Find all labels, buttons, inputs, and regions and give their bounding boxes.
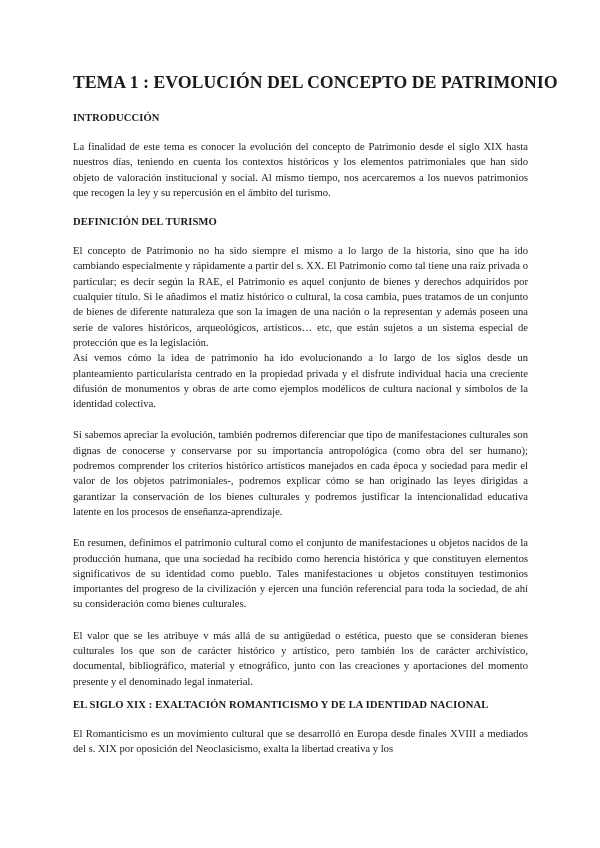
definition-paragraph-2: Así vemos cómo la idea de patrimonio ha ido evolucionando a lo largo de los siglos desde un planteamiento particularista centrado en la propiedad privada y el disfrute individual hacia una creciente difusión de monumentos y obras de arte como ejemplos modélicos de cultura nacional y símbolos de la identidad colectiva. [73, 353, 528, 411]
intro-heading: INTRODUCCIÓN [73, 113, 160, 124]
definition-heading: DEFINICIÓN DEL TURISMO [73, 217, 217, 229]
definition-paragraph-3: Si sabemos apreciar la evolución, también podremos diferenciar que tipo de manifestaciones culturales son dignas de conocerse y conservarse por su importancia antropológica (como obra del ser humano); podremos comprender los criterios histórico artísticos manejados en cada época y sociedad para medir el valor de los objetos patrimoniales-, podremos explicar cómo se han originado las leyes dirigidas a garantizar la conservación de los bienes culturales y podremos justificar la intencionalidad educativa latente en los procesos de enseñanza-aprendizaje. [73, 430, 528, 518]
page-title: TEMA 1 : EVOLUCIÓN DEL CONCEPTO DE PATRIMONIO [73, 72, 558, 92]
intro-paragraph: La finalidad de este tema es conocer la evolución del concepto de Patrimonio desde el siglo XIX hasta nuestros días, teniendo en cuenta los contextos históricos y los elementos patrimoniales que han sido objeto de valoración institucional y social. Al mismo tiempo, nos acercaremos a los nuevos patrimonios que recogen la ley y su repercusión en el ámbito del turismo. [73, 142, 528, 199]
document-page [73, 72, 558, 774]
definition-paragraph-4: En resumen, definimos el patrimonio cultural como el conjunto de manifestaciones u objetos nacidos de la producción humana, que una sociedad ha recibido como herencia histórica y que constituyen elementos significativos de su identidad como pueblo. Tales manifestaciones u objetos constituyen testimonios importantes del progreso de la civilización y ejercen una función referencial para toda la sociedad, de ahí su consideración como bienes culturales. [73, 538, 528, 611]
romanticism-paragraph-1: El Romanticismo es un movimiento cultural que se desarrolló en Europa desde finales XVIII a mediados del s. XIX por oposición del Neoclasicismo, exalta la libertad creativa y los [73, 728, 528, 756]
romanticism-heading: EL SIGLO XIX : EXALTACIÓN ROMANTICISMO Y DE LA IDENTIDAD NACIONAL [73, 699, 489, 711]
definition-paragraph-1: El concepto de Patrimonio no ha sido siempre el mismo a lo largo de la historia, sino que ha ido cambiando especialmente y rápidamente a partir del s. XX. El Patrimonio como tal tiene una raíz privada o particular; es decir según la RAE, el Patrimonio es aquel conjunto de bienes y derechos adquiridos por cualquier título. Si le añadimos el matiz histórico o cultural, la cosa cambia, pues tratamos de un conjunto de bienes de diferente naturaleza que son la imagen de una nación o la representan y además poseen una serie de valores históricos, arqueológicos, artísticos… etc, que están sujetos a un sistema especial de protección que es la legislación. [73, 246, 528, 349]
definition-paragraph-5: El valor que se les atribuye v más allá de su antigüedad o estética, puesto que se consideran bienes culturales los que son de carácter histórico y artístico, pero también los de carácter archivístico, documental, bibliográfico, material y etnográfico, junto con las creaciones y aportaciones del momento presente y el denominado legal inmaterial. [73, 630, 528, 688]
